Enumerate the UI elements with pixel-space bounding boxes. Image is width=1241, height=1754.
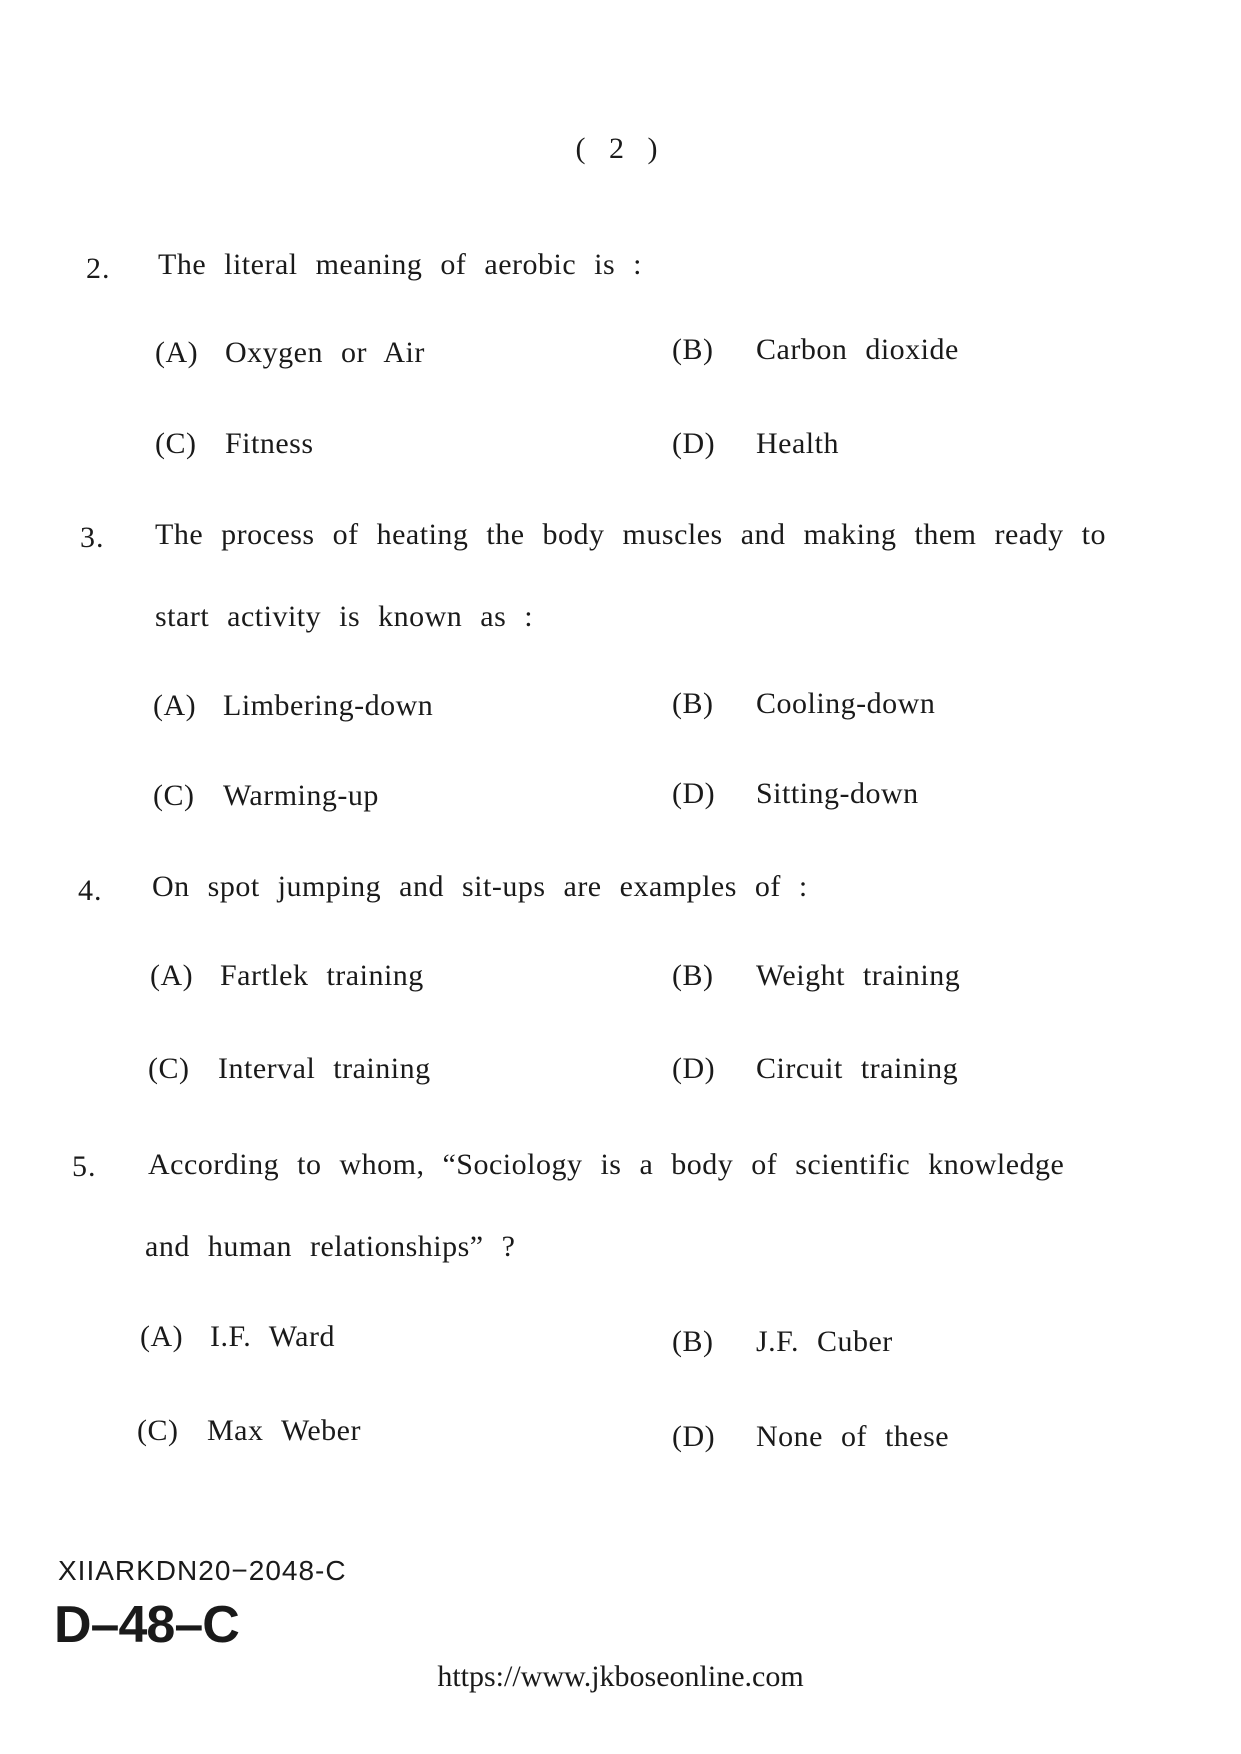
question-number: 5. bbox=[72, 1150, 97, 1183]
option-c bbox=[155, 427, 314, 461]
option-text: Warming-up bbox=[223, 779, 379, 812]
page-number: ( 2 ) bbox=[575, 132, 666, 165]
question-number: 4. bbox=[78, 874, 103, 907]
option-text: Circuit training bbox=[756, 1052, 959, 1085]
question-text: The process of heating the body muscles and making them ready to bbox=[155, 518, 1106, 551]
option-letter: (C) bbox=[137, 1414, 179, 1447]
option-letter: (C) bbox=[148, 1052, 190, 1085]
question-number: 3. bbox=[80, 521, 105, 554]
option-text: Sitting-down bbox=[756, 777, 919, 810]
option-letter: (C) bbox=[155, 427, 197, 460]
source-url: https://www.jkboseonline.com bbox=[437, 1660, 804, 1693]
question-text-continued: start activity is known as : bbox=[155, 600, 534, 633]
paper-id: D–48–C bbox=[54, 1596, 239, 1654]
option-d bbox=[672, 777, 919, 811]
option-a bbox=[150, 959, 424, 993]
option-text: Carbon dioxide bbox=[756, 333, 959, 366]
option-letter: (A) bbox=[155, 336, 199, 369]
option-letter: (B) bbox=[672, 333, 714, 366]
option-letter: (B) bbox=[672, 959, 714, 992]
option-c bbox=[148, 1052, 431, 1086]
option-b bbox=[672, 687, 935, 721]
option-text: Oxygen or Air bbox=[225, 336, 425, 369]
option-a bbox=[155, 336, 425, 370]
option-d bbox=[672, 1052, 958, 1086]
option-c bbox=[137, 1414, 361, 1448]
option-letter: (B) bbox=[672, 1325, 714, 1358]
option-text: Health bbox=[756, 427, 839, 460]
option-d bbox=[672, 427, 839, 461]
option-letter: (A) bbox=[140, 1320, 184, 1353]
option-b bbox=[672, 959, 960, 993]
question-text: On spot jumping and sit-ups are examples of : bbox=[152, 870, 808, 903]
option-text: Interval training bbox=[218, 1052, 431, 1085]
option-text: I.F. Ward bbox=[210, 1320, 335, 1353]
option-letter: (D) bbox=[672, 1420, 716, 1453]
option-letter: (D) bbox=[672, 777, 716, 810]
option-text: Cooling-down bbox=[756, 687, 936, 720]
option-letter: (A) bbox=[150, 959, 194, 992]
option-text: Weight training bbox=[756, 959, 961, 992]
option-letter: (C) bbox=[153, 779, 195, 812]
option-text: J.F. Cuber bbox=[756, 1325, 893, 1358]
option-a bbox=[140, 1320, 335, 1354]
option-text: Fartlek training bbox=[220, 959, 424, 992]
option-c bbox=[153, 779, 379, 813]
question-text: According to whom, “Sociology is a body of scientific knowledge bbox=[148, 1148, 1065, 1181]
option-letter: (B) bbox=[672, 687, 714, 720]
option-b bbox=[672, 1325, 893, 1359]
option-text: Limbering-down bbox=[223, 689, 434, 722]
option-b bbox=[672, 333, 959, 367]
option-text: None of these bbox=[756, 1420, 950, 1453]
option-letter: (A) bbox=[153, 689, 197, 722]
option-letter: (D) bbox=[672, 427, 716, 460]
question-text: The literal meaning of aerobic is : bbox=[158, 248, 643, 281]
question-text-continued: and human relationships” ? bbox=[145, 1230, 516, 1263]
option-d bbox=[672, 1420, 949, 1454]
option-text: Fitness bbox=[225, 427, 314, 460]
option-text: Max Weber bbox=[207, 1414, 361, 1447]
option-letter: (D) bbox=[672, 1052, 716, 1085]
paper-code: XIIARKDN20−2048-C bbox=[58, 1555, 347, 1586]
question-number: 2. bbox=[86, 252, 111, 285]
option-a bbox=[153, 689, 433, 723]
